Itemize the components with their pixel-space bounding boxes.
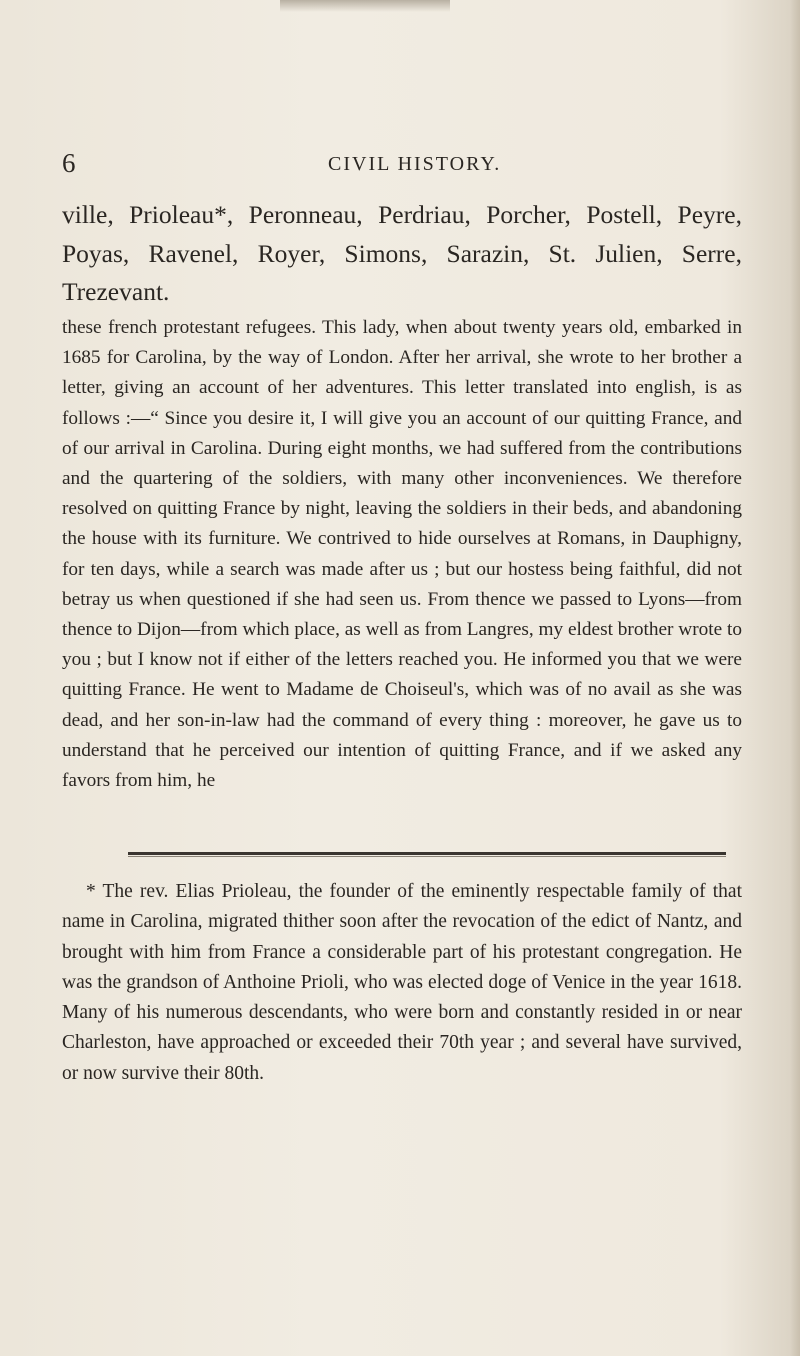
body-paragraph	[62, 313, 742, 796]
page-header	[62, 146, 742, 180]
footnote	[62, 877, 742, 1089]
lead-paragraph	[62, 196, 742, 312]
page-number: 6	[62, 148, 76, 178]
scan-shadow	[280, 0, 450, 12]
footnote-text: * The rev. Elias Prioleau, the founder of the eminently respectable family of that name in Carolina, migrated thither soon after the revocation of the edict of Nantz, and brought with him from France a considerable part of his protestant congregation. He was the grandson of Anthoine Prioli, who was elected doge of Venice in the year 1618. Many of his numerous descendants, who were born and constantly resided in or near Charleston, have approached or exceeded their 70th year ; and several have survived, or now survive their 80th.	[62, 881, 742, 1084]
lead-text: ville, Prioleau*, Peronneau, Perdriau, Porcher, Postell, Peyre, Poyas, Ravenel, Royer, Simons, Sarazin, St. Julien, Serre, Trezevant.	[62, 200, 742, 306]
running-head: CIVIL HISTORY.	[328, 153, 502, 175]
footnote-rule-thin	[128, 856, 726, 857]
footnote-rule	[128, 852, 726, 855]
body-text: these french protestant refugees. This lady, when about twenty years old, embarked in 1685 for Carolina, by the way of London. After her arrival, she wrote to her brother a letter, giving an account of her adventures. This letter translated into english, is as follows :—“ Since you desire it, I will give you an account of our quitting France, and of our arrival in Carolina. During eight months, we had suffered from the contributions and the quartering of the soldiers, with many other inconveniences. We therefore resolved on quitting France by night, leaving the soldiers in their beds, and abandoning the house with its furniture. We contrived to hide ourselves at Romans, in Dauphigny, for ten days, while a search was made after us ; but our hostess being faithful, did not betray us when questioned if she had seen us. From thence we passed to Lyons—from thence to Dijon—from which place, as well as from Langres, my eldest brother wrote to you ; but I know not if either of the letters reached you. He informed you that we were quitting France. He went to Madame de Choiseul's, which was of no avail as she was dead, and her son-in-law had the command of every thing : moreover, he gave us to understand that he perceived our intention of quitting France, and if we asked any favors from him, he	[62, 317, 742, 792]
page-edge	[790, 0, 800, 1356]
